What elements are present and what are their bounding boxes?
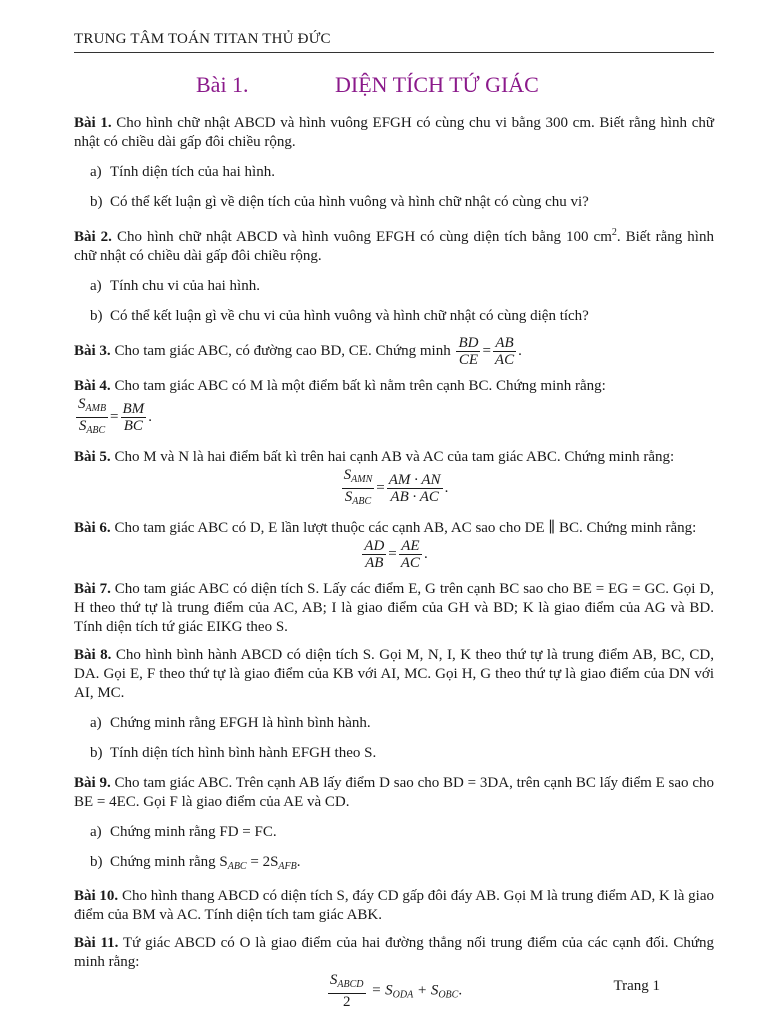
- section-number: Bài 1.: [196, 72, 249, 97]
- fraction: $\frac{BD}{CE}$: [458, 335, 479, 368]
- fraction: $\frac{AD}{AB}$: [364, 538, 385, 571]
- problem-2-item-b: b) Có thể kết luận gì về chu vi của hình vuông và hình chữ nhật có cùng diện tích?: [90, 308, 589, 324]
- fraction: $\frac{BM}{BC}$: [122, 401, 145, 434]
- problem-6-formula: $\frac{AD}{AB}$ = $\frac{AE}{AC}$ .: [364, 538, 428, 571]
- problem-list: [74, 114, 714, 1010]
- fraction: $\frac{AE}{AC}$: [400, 538, 420, 571]
- fraction: $\frac{AM \cdot AN}{AB \cdot AC}$: [388, 472, 441, 505]
- problem-10: Bài 10. Cho hình thang ABCD có diện tích S, đáy CD gấp đôi đáy AB. Gọi M là trung điểm AD, K là giao điểm của BM và AC. Tính diện tích tam giác ABK.: [74, 888, 715, 923]
- problem-4: Bài 4. Cho tam giác ABC có M là một điểm bất kì nằm trên cạnh BC. Chứng minh rằng: $\frac{S_{AMB}}{S_{ABC}}$ = $\frac{BM}{BC}$ .: [74, 377, 714, 439]
- problem-3: Bài 3. Cho tam giác ABC, có đường cao BD, CE. Chứng minh $\frac{BD}{CE}$ = $\frac{AB}{AC}$ .: [74, 335, 522, 368]
- problem-9-item-b: b) Chứng minh rằng $S_{ABC} = 2S_{AFB}$.: [90, 854, 301, 872]
- problem-2-item-a: a) Tính chu vi của hai hình.: [90, 278, 260, 294]
- problem-8: Bài 8. Cho hình bình hành ABCD có diện tích S. Gọi M, N, I, K theo thứ tự là trung điểm AB, BC, CD, DA. Gọi E, F theo thứ tự là giao điểm của KB với AI, MC. Gọi H, G theo thứ tự là giao điểm của DN với AI, MC.: [74, 647, 714, 701]
- problem-9-item-a: a) Chứng minh rằng FD = FC.: [90, 824, 277, 840]
- page-header: TRUNG TÂM TOÁN TITAN THỦ ĐỨC: [74, 31, 331, 47]
- problem-9: Bài 9. Cho tam giác ABC. Trên cạnh AB lấy điểm D sao cho BD = 3DA, trên cạnh BC lấy điểm E sao cho BE = 4EC. Gọi F là giao điểm của AE và CD.: [74, 775, 715, 810]
- problem-1-item-a: a) Tính diện tích của hai hình.: [90, 164, 275, 180]
- problem-2: Bài 2. Cho hình chữ nhật ABCD và hình vuông EFGH có cùng diện tích bằng 100 $cm^2$. Biết rằng hình chữ nhật có chiều dài gấp đôi chiều rộng.: [74, 227, 714, 264]
- fraction: $\frac{S_{ABCD}}{2}$: [329, 972, 364, 1010]
- page-number: Trang 1: [613, 978, 660, 994]
- fraction: $\frac{S_{AMB}}{S_{ABC}}$: [78, 396, 107, 436]
- problem-7: Bài 7. Cho tam giác ABC có diện tích S. Lấy các điểm E, G trên cạnh BC sao cho BE = EG = GC. Gọi D, H theo thứ tự là trung điểm của AC, AB; I là giao điểm của GH và BD; K là giao điểm của AG và BD. Tính diện tích tứ giác EIKG theo S.: [74, 581, 714, 635]
- problem-1-item-b: b) Có thể kết luận gì về diện tích của hình vuông và hình chữ nhật có cùng chu vi?: [90, 194, 589, 210]
- problem-6: Bài 6. Cho tam giác ABC có D, E lần lượt thuộc các cạnh AB, AC sao cho DE ∥ BC. Chứng minh rằng:: [74, 520, 697, 536]
- section-name: DIỆN TÍCH TỨ GIÁC: [335, 72, 539, 97]
- header-rule: [74, 52, 714, 53]
- problem-8-item-b: b) Tính diện tích hình bình hành EFGH theo S.: [90, 745, 377, 761]
- fraction: $\frac{S_{AMN}}{S_{ABC}}$: [343, 467, 373, 507]
- problem-11-formula: $\frac{S_{ABCD}}{2}$ = $S_{ODA} + S_{OBC}$.: [329, 972, 463, 1010]
- fraction: $\frac{AB}{AC}$: [494, 335, 515, 368]
- problem-5: Bài 5. Cho M và N là hai điểm bất kì trên hai cạnh AB và AC của tam giác ABC. Chứng minh rằng:: [74, 449, 675, 465]
- problem-1: Bài 1. Cho hình chữ nhật ABCD và hình vuông EFGH có cùng chu vi bằng 300 cm. Biết rằng hình chữ nhật có chiều dài gấp đôi chiều rộng.: [74, 115, 714, 150]
- problem-11: Bài 11. Tứ giác ABCD có O là giao điểm của hai đường thẳng nối trung điểm của các cạnh đối. Chứng minh rằng:: [74, 935, 714, 970]
- problem-5-formula: $\frac{S_{AMN}}{S_{ABC}}$ = $\frac{AM \cdot AN}{AB \cdot AC}$ .: [74, 467, 714, 510]
- problem-8-item-a: a) Chứng minh rằng EFGH là hình bình hành.: [90, 715, 371, 731]
